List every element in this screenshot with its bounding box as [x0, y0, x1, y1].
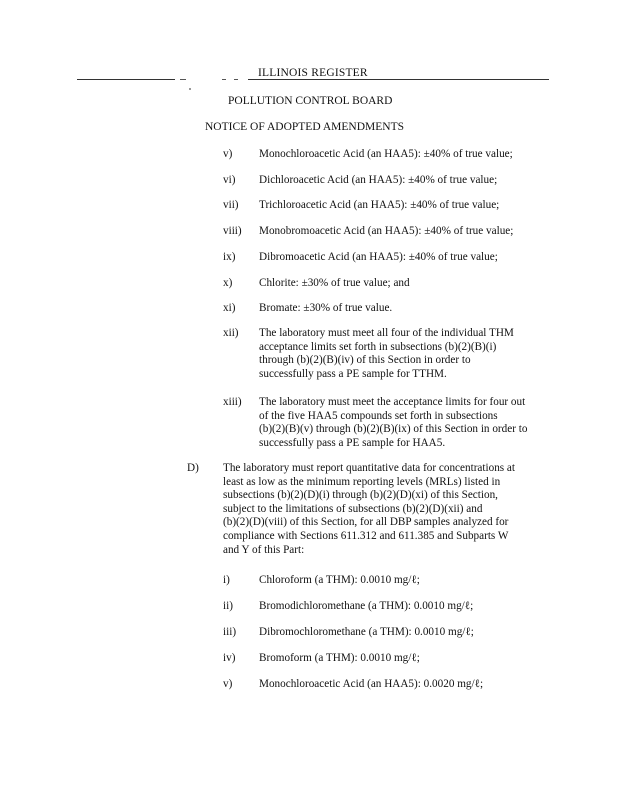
criteria-text: Dichloroacetic Acid (an HAA5): ±40% of true value; — [259, 174, 498, 186]
mrl-text: Monochloroacetic Acid (an HAA5): 0.0020 mg/ℓ; — [259, 678, 484, 690]
mrl-number: iv) — [223, 652, 236, 664]
paragraph-line: (b)(2)(B)(v) through (b)(2)(B)(ix) of this Section in order to — [259, 423, 528, 436]
paragraph-line: successfully pass a PE sample for HAA5. — [259, 436, 446, 449]
paragraph-line: subsections (b)(2)(D)(i) through (b)(2)(D)(xi) of this Section, — [223, 489, 498, 502]
criteria-number: x) — [223, 277, 233, 289]
criteria-text: Dibromoacetic Acid (an HAA5): ±40% of true value; — [259, 251, 498, 263]
haa5-acceptance-paragraph — [259, 396, 527, 450]
paragraph-line: and Y of this Part: — [223, 543, 305, 556]
criteria-number: viii) — [223, 225, 242, 237]
paragraph-line: through (b)(2)(B)(iv) of this Section in order to — [259, 354, 471, 367]
notice-title: NOTICE OF ADOPTED AMENDMENTS — [205, 121, 405, 133]
paragraph-line: acceptance limits set forth in subsections (b)(2)(B)(i) — [259, 340, 497, 353]
section-number: D) — [187, 462, 199, 474]
paragraph-line: compliance with Sections 611.312 and 611.385 and Subparts W — [223, 529, 509, 542]
paragraph-line: (b)(2)(D)(viii) of this Section, for all DBP samples analyzed for — [223, 516, 509, 529]
mrl-text: Bromoform (a THM): 0.0010 mg/ℓ; — [259, 652, 420, 664]
criteria-number: vi) — [223, 174, 236, 186]
mrl-number: iii) — [223, 626, 237, 638]
criteria-text: Bromate: ±30% of true value. — [259, 302, 393, 314]
header-rule-dash — [222, 79, 226, 80]
criteria-text: Chlorite: ±30% of true value; and — [259, 277, 410, 289]
scan-speck — [189, 88, 191, 90]
paragraph-line: The laboratory must meet the acceptance limits for four out — [259, 396, 526, 408]
mrl-reporting-paragraph — [223, 462, 515, 557]
criteria-number: ix) — [223, 251, 236, 263]
criteria-text: Trichloroacetic Acid (an HAA5): ±40% of true value; — [259, 199, 500, 211]
paragraph-line: The laboratory must meet all four of the individual THM — [259, 327, 514, 339]
paragraph-line: The laboratory must report quantitative data for concentrations at — [223, 462, 516, 474]
header-rule-dash — [234, 79, 238, 80]
paragraph-line: of the five HAA5 compounds set forth in subsections — [259, 409, 498, 422]
criteria-text: Monobromoacetic Acid (an HAA5): ±40% of true value; — [259, 225, 514, 237]
criteria-number: vii) — [223, 199, 239, 211]
criteria-text: Monochloroacetic Acid (an HAA5): ±40% of true value; — [259, 148, 513, 160]
header-rule-left — [77, 79, 175, 80]
criteria-number: v) — [223, 148, 233, 160]
mrl-text: Dibromochloromethane (a THM): 0.0010 mg/ℓ; — [259, 626, 474, 638]
mrl-number: i) — [223, 574, 230, 586]
mrl-number: ii) — [223, 600, 233, 612]
mrl-text: Bromodichloromethane (a THM): 0.0010 mg/ℓ; — [259, 600, 474, 612]
mrl-text: Chloroform (a THM): 0.0010 mg/ℓ; — [259, 574, 420, 586]
criteria-number: xi) — [223, 302, 236, 314]
criteria-number: xii) — [223, 327, 239, 339]
paragraph-line: least as low as the minimum reporting levels (MRLs) listed in — [223, 475, 501, 488]
thm-acceptance-paragraph — [259, 327, 514, 381]
criteria-number: xiii) — [223, 396, 242, 408]
paragraph-line: successfully pass a PE sample for TTHM. — [259, 367, 447, 380]
agency-name: POLLUTION CONTROL BOARD — [228, 95, 393, 107]
paragraph-line: subject to the limitations of subsections (b)(2)(D)(xii) and — [223, 502, 483, 515]
header-rule-dash — [180, 79, 186, 80]
mrl-number: v) — [223, 678, 233, 690]
register-title: ILLINOIS REGISTER — [258, 67, 368, 79]
